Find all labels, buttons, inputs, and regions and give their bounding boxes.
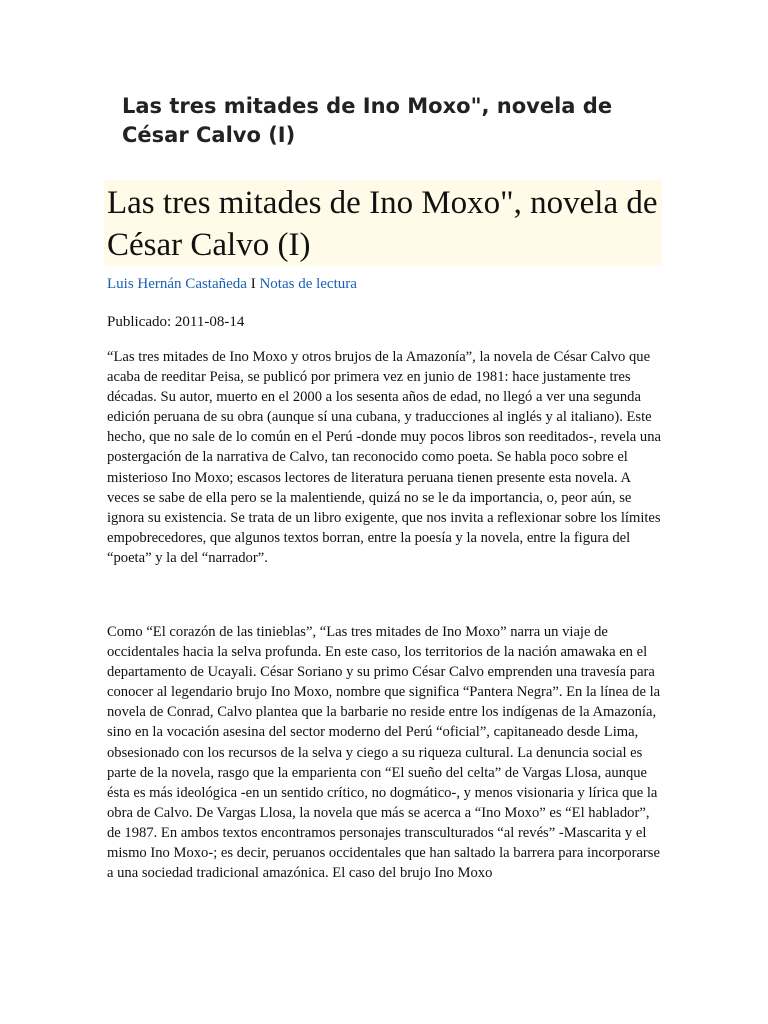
author-link[interactable]: Luis Hernán Castañeda bbox=[107, 276, 247, 292]
article-headline: Las tres mitades de Ino Moxo", novela de César Calvo (I) bbox=[107, 185, 658, 263]
published-date: Publicado: 2011-08-14 bbox=[107, 314, 245, 330]
paragraph-2: Como “El corazón de las tinieblas”, “Las tres mitades de Ino Moxo” narra un viaje de occidentales hacia la selva profunda. En este caso, los territorios de la nación amawaka en el departamento de Ucayali. César Soriano y su primo César Calvo emprenden una travesía para conocer al legendario brujo Ino Moxo, nombre que significa “Pantera Negra”. En la línea de la novela de Conrad, Calvo plantea que la barbarie no reside entre los indígenas de la Amazonía, sino en la vocación asesina del sector moderno del Perú “oficial”, capitaneado desde Lima, obsesionado con los recursos de la selva y ciego a su riqueza cultural. La denuncia social es parte de la novela, rasgo que la emparienta con “El sueño del celta” de Vargas Llosa, aunque ésta es más ideológica -en un sentido crítico, no dogmático-, y menos visionaria y lírica que la obra de Calvo. De Vargas Llosa, la novela que más se acerca a “Ino Moxo” es “El hablador”, de 1987. En ambos textos encontramos personajes transculturados “al revés” -Mascarita y el mismo Ino Moxo-; es decir, peruanos occidentales que han saltado la barrera para incorporarse a una sociedad tradicional amazónica. El caso del brujo Ino Moxo bbox=[107, 624, 661, 882]
paragraph-1: “Las tres mitades de Ino Moxo y otros brujos de la Amazonía”, la novela de César Calvo que acaba de reeditar Peisa, se publicó por primera vez en junio de 1981: hace justamente tres décadas. Su autor, muerto en el 2000 a los sesenta años de edad, no llegó a ver una segunda edición peruana de su obra (aunque sí una cubana, y traducciones al inglés y al italiano). Este hecho, que no sale de lo común en el Perú -donde muy pocos libros son reeditados-, revela una postergación de la narrativa de Calvo, tan reconocido como poeta. Se habla poco sobre el misterioso Ino Moxo; escasos lectores de literatura peruana tienen presente esta novela. A veces se sabe de ella pero se la malentiende, quizá no se le da importancia, o, peor aún, se ignora su existencia. Se trata de un libro exigente, que nos invita a reflexionar sobre los límites empobrecedores, que algunos textos borran, entre la poesía y la novela, entre la figura del “poeta” y la del “narrador”. bbox=[107, 349, 661, 566]
byline bbox=[107, 274, 667, 294]
byline-separator: I bbox=[246, 276, 260, 292]
section-link[interactable]: Notas de lectura bbox=[259, 276, 357, 292]
document-title: Las tres mitades de Ino Moxo", novela de César Calvo (I) bbox=[122, 94, 613, 147]
